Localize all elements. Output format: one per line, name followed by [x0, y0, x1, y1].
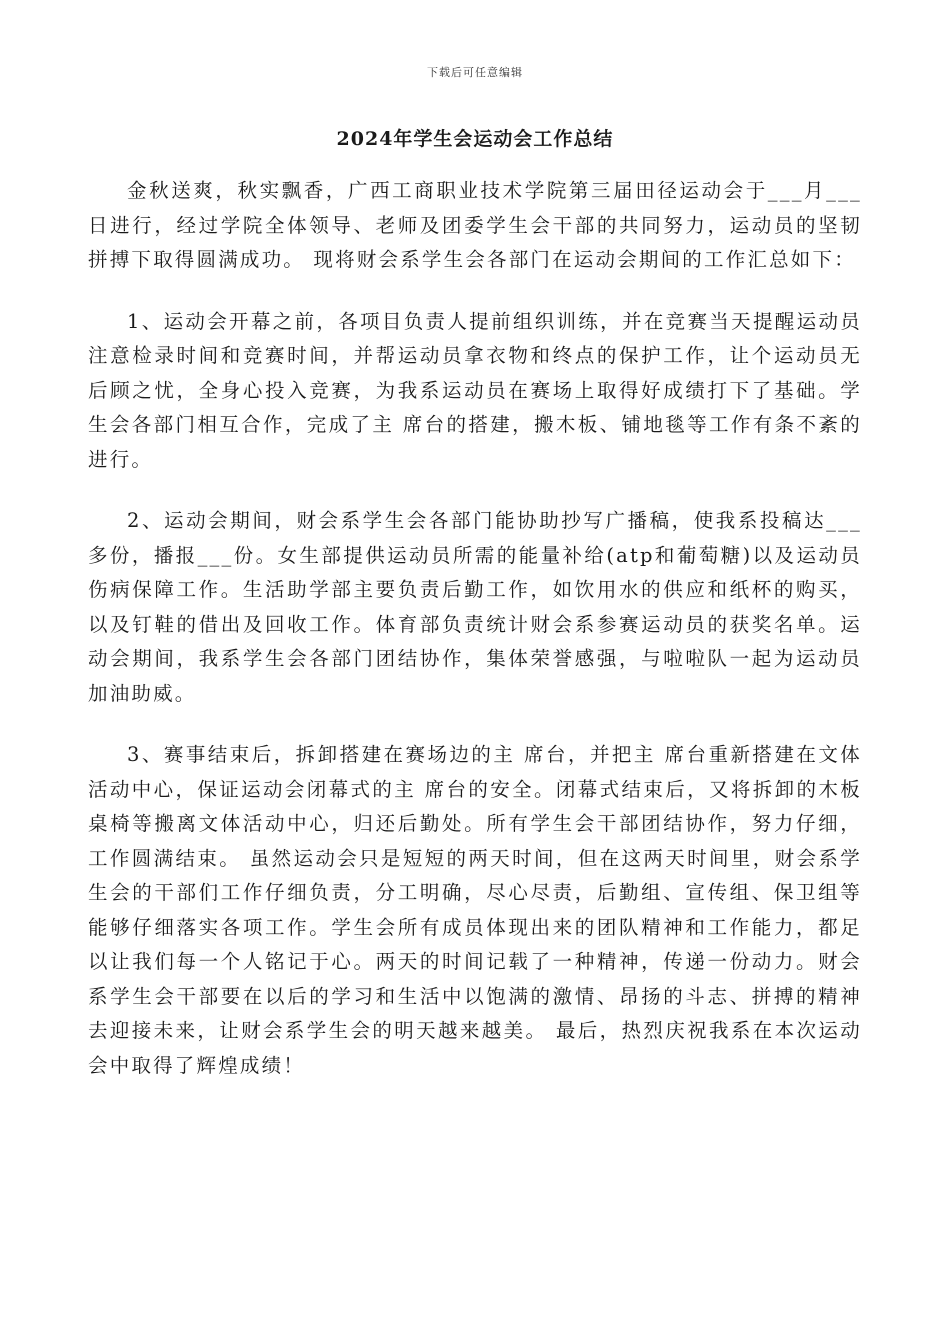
paragraph-item-2: 2、运动会期间，财会系学生会各部门能协助抄写广播稿，使我系投稿达___多份，播报___份。女生部提供运动员所需的能量补给(atp和葡萄糖)以及运动员伤病保障工作。生活助学部主要负责后勤工作，如饮用水的供应和纸杯的购买，以及钉鞋的借出及回收工作。体育部负责统计财会系参赛运动员的获奖名单。运动会期间，我系学生会各部门团结协作，集体荣誉感强，与啦啦队一起为运动员加油助威。: [88, 509, 862, 705]
paragraph-intro: 金秋送爽，秋实飘香，广西工商职业技术学院第三届田径运动会于___月___日进行，经过学院全体领导、老师及团委学生会干部的共同努力，运动员的坚韧拼搏下取得圆满成功。 现将财会系学生会各部门在运动会期间的工作汇总如下：: [88, 179, 862, 271]
paragraph-item-1: 1、运动会开幕之前，各项目负责人提前组织训练，并在竞赛当天提醒运动员注意检录时间和竞赛时间，并帮运动员拿衣物和终点的保护工作，让个运动员无后顾之忧，全身心投入竞赛，为我系运动员在赛场上取得好成绩打下了基础。学生会各部门相互合作，完成了主 席台的搭建，搬木板、铺地毯等工作有条不紊的进行。: [88, 309, 862, 471]
document-body: [88, 174, 862, 1083]
header-note: 下载后可任意编辑: [427, 66, 523, 79]
document-title: 2024年学生会运动会工作总结: [336, 128, 614, 150]
paragraph-item-3: 3、赛事结束后，拆卸搭建在赛场边的主 席台，并把主 席台重新搭建在文体活动中心，保证运动会闭幕式的主 席台的安全。闭幕式结束后，又将拆卸的木板桌椅等搬离文体活动中心，归还后勤处。所有学生会干部团结协作，努力仔细，工作圆满结束。 虽然运动会只是短短的两天时间，但在这两天时间里，财会系学生会的干部们工作仔细负责，分工明确，尽心尽责，后勤组、宣传组、保卫组等能够仔细落实各项工作。学生会所有成员体现出来的团队精神和工作能力，都足以让我们每一个人铭记于心。两天的时间记载了一种精神，传递一份动力。财会系学生会干部要在以后的学习和生活中以饱满的激情、昂扬的斗志、拼搏的精神去迎接未来，让财会系学生会的明天越来越美。 最后，热烈庆祝我系在本次运动会中取得了辉煌成绩！: [88, 743, 862, 1077]
